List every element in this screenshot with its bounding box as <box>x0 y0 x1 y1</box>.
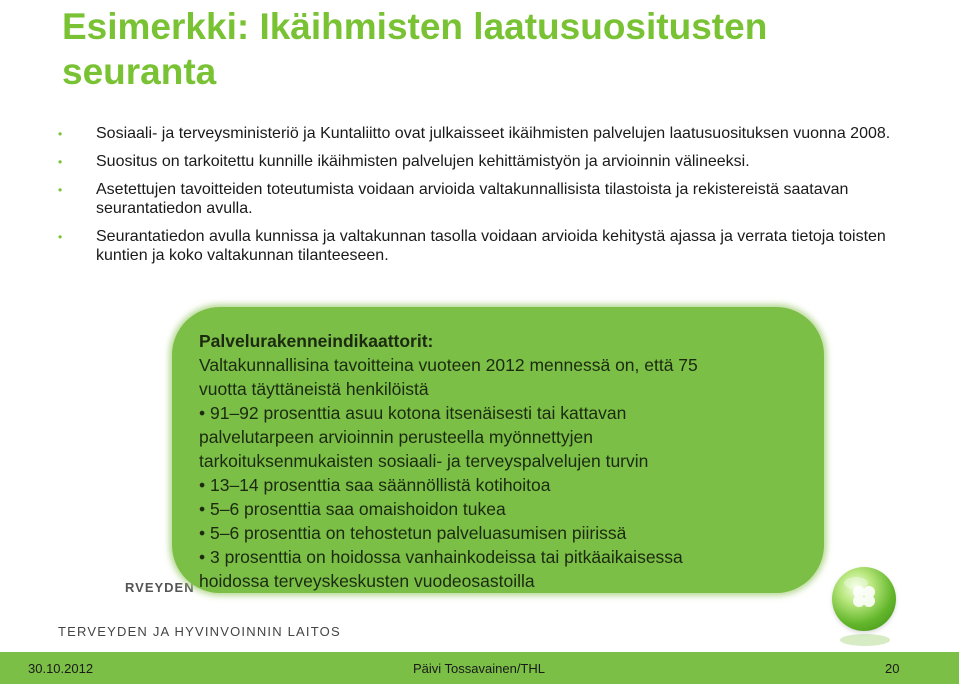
indicator-line: • 91–92 prosenttia asuu kotona itsenäisesti tai kattavan <box>199 403 627 423</box>
footer-date: 30.10.2012 <box>28 661 94 676</box>
page-number: 20 <box>885 661 900 676</box>
bullet-dot-icon: • <box>58 183 63 197</box>
indicator-line: hoidossa terveyskeskusten vuodeosastoilla <box>199 571 535 591</box>
indicator-heading: Palvelurakenneindikaattorit: <box>199 331 434 351</box>
bullet-item <box>58 152 938 171</box>
green-orb-logo-icon <box>832 567 896 631</box>
indicator-box <box>172 307 824 593</box>
bullet-text: Asetettujen tavoitteiden toteutumista voidaan arvioida valtakunnallisista tilastoista ja rekistereistä saatavan seurantatiedon avulla. <box>96 181 849 217</box>
bullet-item <box>58 227 938 265</box>
bullet-text: Seurantatiedon avulla kunnissa ja valtakunnan tasolla voidaan arvioida kehitystä ajassa ja verrata tietoja toisten kuntien ja koko valtakunnan tilanteeseen. <box>96 228 886 264</box>
bullet-list <box>58 124 938 274</box>
bullet-text: Sosiaali- ja terveysministeriö ja Kuntaliitto ovat julkaisseet ikäihmisten palvelujen laatusuosituksen vuonna 2008. <box>96 125 891 142</box>
indicator-line: • 5–6 prosenttia saa omaishoidon tukea <box>199 499 506 519</box>
partial-logo-text: RVEYDEN <box>125 580 195 595</box>
bullet-dot-icon: • <box>58 230 63 244</box>
footer-author: Päivi Tossavainen/THL <box>413 661 545 676</box>
indicator-line: • 13–14 prosenttia saa säännöllistä kotihoitoa <box>199 475 551 495</box>
slide-title: Esimerkki: Ikäihmisten laatusuositusten seuranta <box>62 6 768 92</box>
orb-reflection <box>840 634 890 646</box>
org-logo-text: TERVEYDEN JA HYVINVOINNIN LAITOS <box>58 624 341 639</box>
bullet-dot-icon: • <box>58 155 63 169</box>
clover-icon <box>832 567 896 631</box>
indicator-line: • 5–6 prosenttia on tehostetun palveluasumisen piirissä <box>199 523 627 543</box>
indicator-line: palvelutarpeen arvioinnin perusteella myönnettyjen <box>199 427 593 447</box>
indicator-line: tarkoituksenmukaisten sosiaali- ja terveyspalvelujen turvin <box>199 451 649 471</box>
indicator-line: Valtakunnallisina tavoitteina vuoteen 2012 mennessä on, että 75 <box>199 355 698 375</box>
bullet-text: Suositus on tarkoitettu kunnille ikäihmisten palvelujen kehittämistyön ja arvioinnin välineeksi. <box>96 153 750 170</box>
footer-bar <box>0 652 959 684</box>
indicator-line: vuotta täyttäneistä henkilöistä <box>199 379 429 399</box>
indicator-box-content <box>199 329 809 593</box>
indicator-line: • 3 prosenttia on hoidossa vanhainkodeissa tai pitkäaikaisessa <box>199 547 683 567</box>
bullet-dot-icon: • <box>58 127 63 141</box>
bullet-item <box>58 124 938 143</box>
bullet-item <box>58 180 938 218</box>
